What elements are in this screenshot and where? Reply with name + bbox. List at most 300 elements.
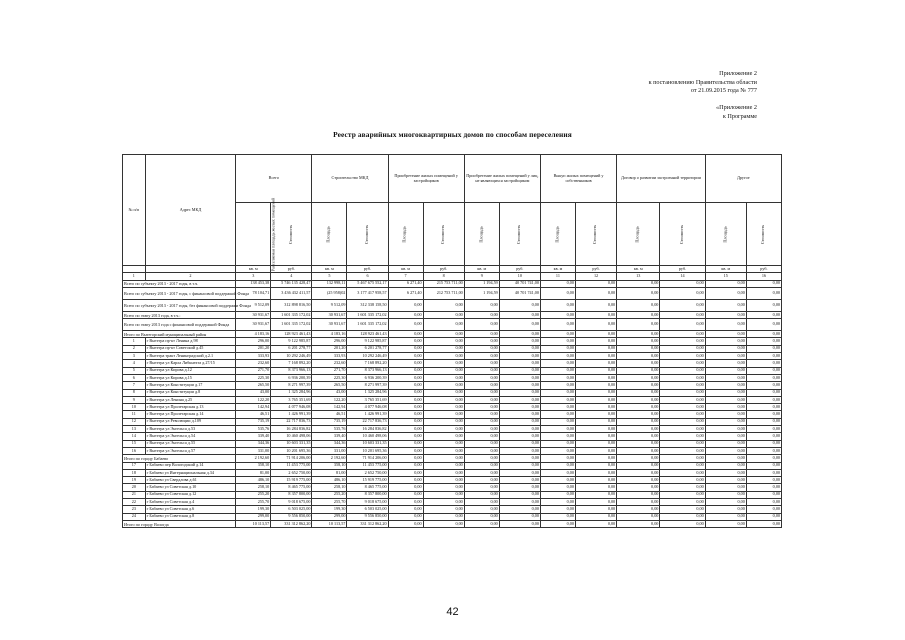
value-cell: 0,00 xyxy=(540,287,575,299)
zero-cell: 0,00 xyxy=(575,411,616,418)
zero-cell: 0,00 xyxy=(388,484,423,491)
area-cell: 81,00 xyxy=(236,469,271,476)
zero-cell: 0,00 xyxy=(660,477,705,484)
area-cell: 232,60 xyxy=(236,360,271,367)
value-cell: 0,00 xyxy=(464,331,499,338)
zero-cell: 0,00 xyxy=(746,353,781,360)
row-number: 11 xyxy=(123,411,146,418)
row-address: г Бабаево ул Советская д.12 xyxy=(145,491,236,498)
area-cell: 255,70 xyxy=(312,499,347,506)
value-cell: 0,00 xyxy=(617,311,660,318)
zero-cell: 0,00 xyxy=(705,389,746,396)
sub-cost: Стоимость xyxy=(271,203,312,266)
value-cell: 0,00 xyxy=(540,520,575,527)
index-cell: 7 xyxy=(388,273,423,280)
cost-cell: 8 271 997,39 xyxy=(271,382,312,389)
zero-cell: 0,00 xyxy=(499,433,540,440)
area-cell: 43,00 xyxy=(236,389,271,396)
row-number: 14 xyxy=(123,433,146,440)
zero-cell: 0,00 xyxy=(464,411,499,418)
zero-cell: 0,00 xyxy=(746,440,781,447)
value-cell: 212 753 711,00 xyxy=(423,287,464,299)
value-cell: 9 512,09 xyxy=(236,299,271,311)
col-address-header: Адрес МКД xyxy=(145,155,236,266)
zero-cell: 0,00 xyxy=(423,345,464,352)
row-address: г Вытегра ул Энгельса д.54 xyxy=(145,433,236,440)
zero-cell: 0,00 xyxy=(746,462,781,469)
table-row xyxy=(123,396,782,403)
zero-cell: 0,00 xyxy=(499,484,540,491)
area-cell: 299,00 xyxy=(236,513,271,520)
table-row xyxy=(123,418,782,425)
value-cell: 0,00 xyxy=(746,319,781,331)
zero-cell: 0,00 xyxy=(388,396,423,403)
value-cell: 2 192,60 xyxy=(312,455,347,462)
program-appendix-line-1: «Приложение 2 xyxy=(716,104,757,111)
cost-cell: 10 292 246,49 xyxy=(347,353,388,360)
zero-cell: 0,00 xyxy=(388,360,423,367)
col-group-non-developer: Приобретение жилых помещений у лиц, не являющихся застройщиком xyxy=(464,155,540,203)
zero-cell: 0,00 xyxy=(575,484,616,491)
zero-cell: 0,00 xyxy=(388,404,423,411)
zero-cell: 0,00 xyxy=(464,396,499,403)
program-appendix-header xyxy=(537,104,757,121)
cost-cell: 2 652 750,00 xyxy=(347,469,388,476)
row-number: 6 xyxy=(123,374,146,381)
zero-cell: 0,00 xyxy=(660,499,705,506)
zero-cell: 0,00 xyxy=(660,345,705,352)
area-cell: 199,30 xyxy=(312,506,347,513)
zero-cell: 0,00 xyxy=(388,477,423,484)
zero-cell: 0,00 xyxy=(746,396,781,403)
value-cell: 30 931,67 xyxy=(236,319,271,331)
summary-row xyxy=(123,287,782,299)
cost-cell: 1 426 991,39 xyxy=(271,411,312,418)
value-cell: 0,00 xyxy=(464,299,499,311)
row-label: Итого по Вытегорский муниципальный район xyxy=(123,331,236,338)
value-cell: 331 312 862,20 xyxy=(271,520,312,527)
unit-cell: кв. м xyxy=(464,266,499,273)
zero-cell: 0,00 xyxy=(705,484,746,491)
zero-cell: 0,00 xyxy=(423,418,464,425)
area-cell: 271,70 xyxy=(236,367,271,374)
zero-cell: 0,00 xyxy=(660,374,705,381)
zero-cell: 0,00 xyxy=(746,433,781,440)
value-cell: 138 453,38 xyxy=(236,280,271,287)
zero-cell: 0,00 xyxy=(540,353,575,360)
area-cell: 255,20 xyxy=(236,491,271,498)
value-cell: 10 113,57 xyxy=(312,520,347,527)
zero-cell: 0,00 xyxy=(388,506,423,513)
cost-cell: 16 284 836,82 xyxy=(347,426,388,433)
unit-cell: руб. xyxy=(660,266,705,273)
row-address: г Бабаево ул Советская д.10 xyxy=(145,484,236,491)
zero-cell: 0,00 xyxy=(617,360,660,367)
zero-cell: 0,00 xyxy=(388,491,423,498)
appendix-header xyxy=(537,70,757,96)
index-cell: 3 xyxy=(236,273,271,280)
zero-cell: 0,00 xyxy=(746,513,781,520)
value-cell: 0,00 xyxy=(705,455,746,462)
value-cell: 0,00 xyxy=(660,311,705,318)
value-cell: 6 271,40 xyxy=(388,280,423,287)
value-cell: 71 914 206,00 xyxy=(347,455,388,462)
zero-cell: 0,00 xyxy=(617,447,660,454)
area-cell: 225,30 xyxy=(236,374,271,381)
value-cell: 0,00 xyxy=(660,319,705,331)
value-cell: 0,00 xyxy=(746,455,781,462)
zero-cell: 0,00 xyxy=(575,396,616,403)
cost-cell: 16 284 836,82 xyxy=(271,426,312,433)
cost-cell: 9 018 675,00 xyxy=(271,499,312,506)
cost-cell: 8 357 800,00 xyxy=(271,491,312,498)
zero-cell: 0,00 xyxy=(705,367,746,374)
zero-cell: 0,00 xyxy=(540,491,575,498)
zero-cell: 0,00 xyxy=(423,491,464,498)
zero-cell: 0,00 xyxy=(464,382,499,389)
cost-cell: 9 122 985,87 xyxy=(271,338,312,345)
zero-cell: 0,00 xyxy=(464,404,499,411)
zero-cell: 0,00 xyxy=(540,404,575,411)
table-row xyxy=(123,469,782,476)
cost-cell: 1 325 284,96 xyxy=(347,389,388,396)
zero-cell: 0,00 xyxy=(575,360,616,367)
area-cell: 333,93 xyxy=(236,353,271,360)
zero-cell: 0,00 xyxy=(705,433,746,440)
appendix-line-2: к постановлению Правительства области xyxy=(648,78,757,86)
zero-cell: 0,00 xyxy=(464,360,499,367)
table-row xyxy=(123,338,782,345)
cost-cell: 2 652 750,00 xyxy=(271,469,312,476)
zero-cell: 0,00 xyxy=(575,447,616,454)
zero-cell: 0,00 xyxy=(499,360,540,367)
value-cell: 1 601 335 172,02 xyxy=(271,311,312,318)
area-cell: 122,20 xyxy=(312,396,347,403)
row-number: 10 xyxy=(123,404,146,411)
unit-cell: кв. м xyxy=(388,266,423,273)
value-cell: 0,00 xyxy=(540,311,575,318)
row-address: г Вытегра ул Ленина д.25 xyxy=(145,396,236,403)
area-cell: 358,10 xyxy=(236,462,271,469)
zero-cell: 0,00 xyxy=(499,469,540,476)
value-cell: 0,00 xyxy=(464,319,499,331)
zero-cell: 0,00 xyxy=(464,374,499,381)
zero-cell: 0,00 xyxy=(423,506,464,513)
value-cell: 0,00 xyxy=(617,319,660,331)
zero-cell: 0,00 xyxy=(499,499,540,506)
zero-cell: 0,00 xyxy=(423,440,464,447)
value-cell: 128 923 461,43 xyxy=(271,331,312,338)
zero-cell: 0,00 xyxy=(423,411,464,418)
zero-cell: 0,00 xyxy=(705,469,746,476)
zero-cell: 0,00 xyxy=(464,433,499,440)
zero-cell: 0,00 xyxy=(705,491,746,498)
zero-cell: 0,00 xyxy=(540,499,575,506)
zero-cell: 0,00 xyxy=(746,418,781,425)
sub-area: Площадь xyxy=(388,203,423,266)
cost-cell: 9 556 850,00 xyxy=(271,513,312,520)
value-cell: 0,00 xyxy=(499,319,540,331)
zero-cell: 0,00 xyxy=(464,469,499,476)
value-cell: 0,00 xyxy=(499,331,540,338)
zero-cell: 0,00 xyxy=(705,360,746,367)
row-label: Всего по этапу 2013 года с финансовой поддержкой Фонда xyxy=(123,319,236,331)
area-cell: 199,30 xyxy=(236,506,271,513)
zero-cell: 0,00 xyxy=(660,389,705,396)
value-cell: 78 104,71 xyxy=(236,287,271,299)
row-number: 5 xyxy=(123,367,146,374)
col-group-total: Всего xyxy=(236,155,312,203)
value-cell: 0,00 xyxy=(464,311,499,318)
zero-cell: 0,00 xyxy=(746,411,781,418)
row-address: г Вытегра ул Энгельса д.55 xyxy=(145,440,236,447)
zero-cell: 0,00 xyxy=(746,360,781,367)
value-cell: 0,00 xyxy=(705,299,746,311)
zero-cell: 0,00 xyxy=(705,404,746,411)
zero-cell: 0,00 xyxy=(617,404,660,411)
value-cell: 0,00 xyxy=(464,520,499,527)
zero-cell: 0,00 xyxy=(423,433,464,440)
col-group-other: Другое xyxy=(705,155,781,203)
zero-cell: 0,00 xyxy=(746,338,781,345)
value-cell: 0,00 xyxy=(575,331,616,338)
table-row xyxy=(123,447,782,454)
zero-cell: 0,00 xyxy=(388,433,423,440)
zero-cell: 0,00 xyxy=(617,491,660,498)
zero-cell: 0,00 xyxy=(464,447,499,454)
row-number: 17 xyxy=(123,462,146,469)
cost-cell: 10 603 331,35 xyxy=(347,440,388,447)
zero-cell: 0,00 xyxy=(705,396,746,403)
zero-cell: 0,00 xyxy=(617,477,660,484)
unit-cell: руб. xyxy=(271,266,312,273)
area-cell: 339,40 xyxy=(312,433,347,440)
table-row xyxy=(123,353,782,360)
zero-cell: 0,00 xyxy=(617,484,660,491)
value-cell: 0,00 xyxy=(660,287,705,299)
value-cell: 0,00 xyxy=(499,520,540,527)
zero-cell: 0,00 xyxy=(617,338,660,345)
value-cell: 0,00 xyxy=(705,311,746,318)
zero-cell: 0,00 xyxy=(575,491,616,498)
row-address: г Вытегра тракт Ленинградский д.2.1 xyxy=(145,353,236,360)
cost-cell: 10 201 695,36 xyxy=(347,447,388,454)
value-cell: 0,00 xyxy=(388,299,423,311)
zero-cell: 0,00 xyxy=(575,433,616,440)
zero-cell: 0,00 xyxy=(575,506,616,513)
area-cell: 258,10 xyxy=(312,484,347,491)
value-cell: 1 194,59 xyxy=(464,287,499,299)
value-cell: 0,00 xyxy=(746,299,781,311)
zero-cell: 0,00 xyxy=(617,389,660,396)
area-cell: 142,94 xyxy=(312,404,347,411)
sub-area: Площадь xyxy=(540,203,575,266)
row-number: 3 xyxy=(123,353,146,360)
zero-cell: 0,00 xyxy=(660,382,705,389)
value-cell: 30 931,67 xyxy=(312,319,347,331)
area-cell: 735,19 xyxy=(312,418,347,425)
zero-cell: 0,00 xyxy=(746,506,781,513)
value-cell: (25 958)02 xyxy=(312,287,347,299)
zero-cell: 0,00 xyxy=(746,484,781,491)
zero-cell: 0,00 xyxy=(499,345,540,352)
zero-cell: 0,00 xyxy=(499,491,540,498)
index-cell: 6 xyxy=(347,273,388,280)
unit-cell: руб. xyxy=(575,266,616,273)
zero-cell: 0,00 xyxy=(746,374,781,381)
value-cell: 331 312 862,20 xyxy=(347,520,388,527)
zero-cell: 0,00 xyxy=(660,411,705,418)
zero-cell: 0,00 xyxy=(388,367,423,374)
value-cell: 0,00 xyxy=(617,331,660,338)
zero-cell: 0,00 xyxy=(617,374,660,381)
zero-cell: 0,00 xyxy=(540,338,575,345)
table-row xyxy=(123,499,782,506)
footer-total-row xyxy=(123,520,782,527)
cost-cell: 11 453 775,00 xyxy=(271,462,312,469)
value-cell: 0,00 xyxy=(423,311,464,318)
zero-cell: 0,00 xyxy=(388,418,423,425)
zero-cell: 0,00 xyxy=(540,484,575,491)
zero-cell: 0,00 xyxy=(617,411,660,418)
cost-cell: 9 556 850,00 xyxy=(347,513,388,520)
zero-cell: 0,00 xyxy=(423,338,464,345)
area-cell: 271,70 xyxy=(312,367,347,374)
row-label: Всего по этапу 2013 года, в т.ч.: xyxy=(123,311,236,318)
index-cell: 10 xyxy=(499,273,540,280)
zero-cell: 0,00 xyxy=(746,382,781,389)
cost-cell: 6 936 200,39 xyxy=(347,374,388,381)
value-cell: 5 467 675 552,17 xyxy=(347,280,388,287)
zero-cell: 0,00 xyxy=(540,374,575,381)
value-cell: 0,00 xyxy=(540,280,575,287)
zero-cell: 0,00 xyxy=(617,469,660,476)
zero-cell: 0,00 xyxy=(575,404,616,411)
zero-cell: 0,00 xyxy=(660,404,705,411)
zero-cell: 0,00 xyxy=(746,499,781,506)
value-cell: 0,00 xyxy=(660,280,705,287)
row-address: г Бабаево ул Советская д.8 xyxy=(145,513,236,520)
zero-cell: 0,00 xyxy=(499,477,540,484)
cost-cell: 15 919 775,00 xyxy=(271,477,312,484)
summary-row xyxy=(123,319,782,331)
zero-cell: 0,00 xyxy=(499,411,540,418)
row-number: 24 xyxy=(123,513,146,520)
cost-cell: 8 271 997,39 xyxy=(347,382,388,389)
row-label: Всего по субъекту 2013 - 2017 годы, в т.ч. xyxy=(123,280,236,287)
zero-cell: 0,00 xyxy=(746,491,781,498)
zero-cell: 0,00 xyxy=(423,389,464,396)
zero-cell: 0,00 xyxy=(660,426,705,433)
unit-cell: руб. xyxy=(499,266,540,273)
area-cell: 331,00 xyxy=(312,447,347,454)
area-cell: 535,76 xyxy=(312,426,347,433)
cost-cell: 10 460 498,06 xyxy=(347,433,388,440)
area-cell: 344,36 xyxy=(312,440,347,447)
area-cell: 258,10 xyxy=(236,484,271,491)
value-cell: 40 701 741,00 xyxy=(499,280,540,287)
zero-cell: 0,00 xyxy=(575,374,616,381)
summary-row xyxy=(123,280,782,287)
row-address: г Вытегра ул Революции д.109 xyxy=(145,418,236,425)
value-cell: 10 113,57 xyxy=(236,520,271,527)
value-cell: 3 177 417 958,57 xyxy=(347,287,388,299)
zero-cell: 0,00 xyxy=(540,396,575,403)
value-cell: 0,00 xyxy=(423,331,464,338)
row-number: 9 xyxy=(123,396,146,403)
row-number: 1 xyxy=(123,338,146,345)
cost-cell: 8 465 775,00 xyxy=(271,484,312,491)
sub-cost: Стоимость xyxy=(499,203,540,266)
value-cell: 215 753 711,00 xyxy=(423,280,464,287)
value-cell: 0,00 xyxy=(575,455,616,462)
cost-cell: 6 503 025,00 xyxy=(347,506,388,513)
area-cell: 232,60 xyxy=(312,360,347,367)
value-cell: 0,00 xyxy=(388,455,423,462)
value-cell: 0,00 xyxy=(423,455,464,462)
value-cell: 0,00 xyxy=(499,311,540,318)
area-cell: 331,00 xyxy=(236,447,271,454)
row-address: г Вытегра ул Энгельса д.53 xyxy=(145,426,236,433)
zero-cell: 0,00 xyxy=(499,440,540,447)
zero-cell: 0,00 xyxy=(705,418,746,425)
value-cell: 0,00 xyxy=(746,280,781,287)
value-cell: 312 338 158,50 xyxy=(347,299,388,311)
cost-cell: 4 077 946,08 xyxy=(347,404,388,411)
value-cell: 9 512,09 xyxy=(312,299,347,311)
table-row xyxy=(123,440,782,447)
table-row xyxy=(123,491,782,498)
value-cell: 0,00 xyxy=(388,319,423,331)
zero-cell: 0,00 xyxy=(540,447,575,454)
zero-cell: 0,00 xyxy=(423,396,464,403)
zero-cell: 0,00 xyxy=(617,382,660,389)
zero-cell: 0,00 xyxy=(423,382,464,389)
row-address: г Вытегра ул Конституции д.17 xyxy=(145,382,236,389)
area-cell: 201,20 xyxy=(312,345,347,352)
area-cell: 339,40 xyxy=(236,433,271,440)
zero-cell: 0,00 xyxy=(705,499,746,506)
zero-cell: 0,00 xyxy=(464,506,499,513)
zero-cell: 0,00 xyxy=(660,469,705,476)
zero-cell: 0,00 xyxy=(705,338,746,345)
zero-cell: 0,00 xyxy=(660,360,705,367)
cost-cell: 22 717 836,73 xyxy=(271,418,312,425)
row-label: Всего по субъекту 2013 - 2017 годы, с финансовой поддержкой Фонда xyxy=(123,287,236,299)
zero-cell: 0,00 xyxy=(540,411,575,418)
sub-cost: Стоимость xyxy=(660,203,705,266)
zero-cell: 0,00 xyxy=(575,345,616,352)
page-number: 42 xyxy=(446,606,459,618)
value-cell: 0,00 xyxy=(617,520,660,527)
zero-cell: 0,00 xyxy=(575,513,616,520)
zero-cell: 0,00 xyxy=(617,499,660,506)
row-number: 15 xyxy=(123,440,146,447)
zero-cell: 0,00 xyxy=(423,447,464,454)
row-address: г Вытегра ул Кирова д.15 xyxy=(145,374,236,381)
appendix-line-3: от 21.09.2015 года № 777 xyxy=(690,87,757,95)
zero-cell: 0,00 xyxy=(660,506,705,513)
cost-cell: 6 201 278,77 xyxy=(271,345,312,352)
zero-cell: 0,00 xyxy=(746,404,781,411)
value-cell: 0,00 xyxy=(617,299,660,311)
zero-cell: 0,00 xyxy=(388,338,423,345)
table-row xyxy=(123,433,782,440)
zero-cell: 0,00 xyxy=(388,447,423,454)
zero-cell: 0,00 xyxy=(575,338,616,345)
area-cell: 122,20 xyxy=(236,396,271,403)
value-cell: 132 998,11 xyxy=(312,280,347,287)
